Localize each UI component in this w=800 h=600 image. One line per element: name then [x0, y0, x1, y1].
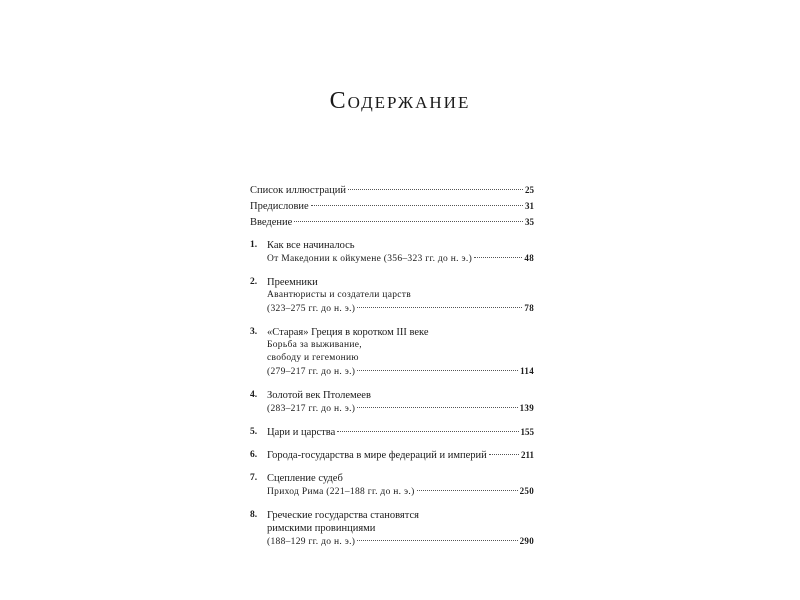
toc-chapter-8[interactable] — [250, 509, 534, 549]
chapter-subtitle: Приход Рима (221–188 гг. до н. э.) — [267, 487, 415, 497]
chapter-number: 4. — [250, 390, 258, 400]
chapter-title: Цари и царства — [267, 427, 336, 438]
toc-page-number: 114 — [520, 366, 534, 376]
toc-entry-label: Список иллюстраций — [250, 185, 346, 196]
chapter-number: 6. — [250, 450, 258, 460]
chapter-title: Греческие государства становятся — [267, 510, 419, 521]
chapter-number: 2. — [250, 277, 258, 287]
chapter-title: Преемники — [267, 277, 318, 288]
chapter-page-line — [267, 302, 534, 316]
toc-chapter-7[interactable] — [250, 472, 534, 499]
toc-page-number: 155 — [520, 427, 534, 437]
toc-entry-preface[interactable] — [250, 200, 534, 213]
toc-chapter-5[interactable] — [250, 426, 534, 439]
toc-chapter-6[interactable] — [250, 449, 534, 462]
table-of-contents — [250, 184, 534, 559]
chapter-number: 8. — [250, 510, 258, 520]
chapter-page-line — [267, 252, 534, 266]
chapter-subtitle: Авантюристы и создатели царств — [267, 290, 412, 300]
chapter-dates: (188–129 гг. до н. э.) — [267, 537, 356, 547]
dot-leader — [357, 540, 517, 541]
dot-leader — [357, 307, 522, 308]
page-title: Содержание — [329, 88, 471, 114]
dot-leader — [348, 189, 523, 190]
chapter-dates: (323–275 гг. до н. э.) — [267, 304, 356, 314]
toc-page-number: 48 — [524, 253, 534, 263]
toc-chapter-4[interactable] — [250, 389, 534, 416]
toc-chapter-3[interactable] — [250, 326, 534, 379]
toc-chapter-2[interactable] — [250, 276, 534, 316]
toc-entry-label: Предисловие — [250, 201, 309, 212]
dot-leader — [357, 370, 518, 371]
toc-entry-illustrations[interactable] — [250, 184, 534, 197]
toc-page-number: 250 — [519, 486, 534, 496]
chapter-title: Золотой век Птолемеев — [267, 390, 371, 401]
chapter-title: Сцепление судеб — [267, 473, 343, 484]
dot-leader — [417, 490, 518, 491]
chapter-dates: (279–217 гг. до н. э.) — [267, 367, 356, 377]
chapter-title: Города-государства в мире федераций и империй — [267, 450, 487, 461]
chapter-title: Как все начиналось — [267, 240, 355, 251]
chapter-number: 7. — [250, 473, 258, 483]
chapter-subtitle: Борьба за выживание, — [267, 340, 362, 350]
chapter-page-line — [267, 365, 534, 379]
dot-leader — [357, 407, 517, 408]
chapter-page-line — [267, 449, 534, 462]
chapter-number: 3. — [250, 327, 258, 337]
dot-leader — [311, 205, 523, 206]
toc-entry-introduction[interactable] — [250, 216, 534, 229]
chapter-subtitle: свободу и гегемонию — [267, 353, 359, 363]
dot-leader — [489, 454, 519, 455]
toc-page-number: 211 — [520, 450, 534, 460]
toc-chapter-1[interactable] — [250, 239, 534, 266]
chapter-number: 1. — [250, 240, 258, 250]
dot-leader — [337, 431, 518, 432]
toc-page-number: 35 — [525, 217, 534, 227]
toc-page-number: 290 — [519, 536, 534, 546]
chapter-number: 5. — [250, 427, 258, 437]
toc-page-number: 139 — [519, 403, 534, 413]
chapter-page-line — [267, 402, 534, 416]
chapter-title-continued: римскими провинциями — [267, 523, 376, 534]
front-matter — [250, 184, 534, 229]
chapter-subtitle: От Македонии к ойкумене (356–323 гг. до н. э.) — [267, 254, 473, 264]
toc-page-number: 31 — [525, 201, 534, 211]
chapter-page-line — [267, 426, 534, 439]
chapter-title: «Старая» Греция в коротком III веке — [267, 327, 429, 338]
chapter-page-line — [267, 485, 534, 499]
chapter-dates: (283–217 гг. до н. э.) — [267, 404, 356, 414]
dot-leader — [294, 221, 523, 222]
dot-leader — [474, 257, 522, 258]
chapter-page-line — [267, 535, 534, 549]
toc-page-number: 78 — [524, 303, 534, 313]
toc-page-number: 25 — [525, 185, 534, 195]
toc-entry-label: Введение — [250, 217, 293, 228]
